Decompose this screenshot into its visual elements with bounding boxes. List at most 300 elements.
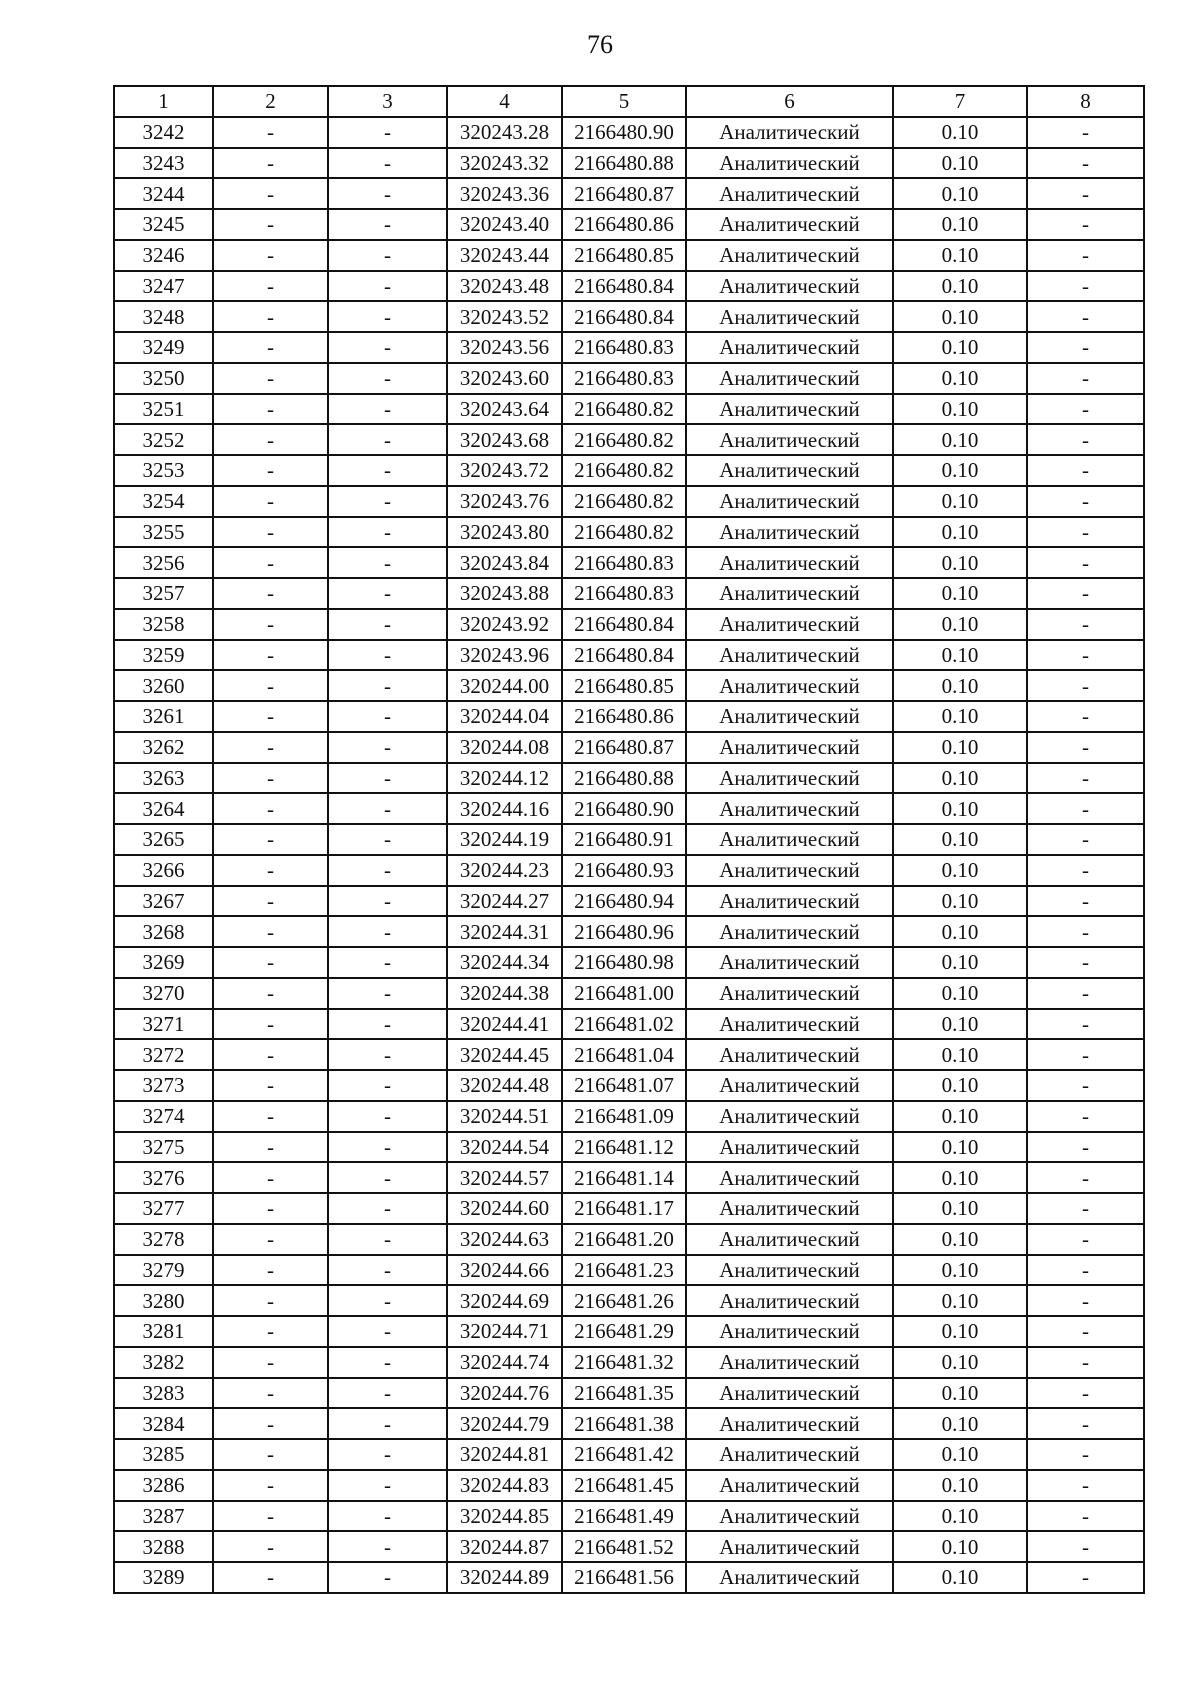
method-cell: Аналитический	[686, 363, 893, 394]
table-body	[114, 117, 1144, 1593]
accuracy-cell: 0.10	[893, 117, 1027, 148]
method-cell: Аналитический	[686, 455, 893, 486]
col8-cell: -	[1027, 1224, 1144, 1255]
page-number: 76	[587, 30, 613, 59]
col2-cell: -	[213, 1224, 328, 1255]
y-coordinate-cell: 2166480.93	[562, 855, 686, 886]
col8-cell: -	[1027, 1070, 1144, 1101]
accuracy-cell: 0.10	[893, 1224, 1027, 1255]
col3-cell: -	[328, 1009, 447, 1040]
col3-cell: -	[328, 855, 447, 886]
col8-cell: -	[1027, 1285, 1144, 1316]
y-coordinate-cell: 2166481.07	[562, 1070, 686, 1101]
point-number-cell: 3249	[114, 332, 213, 363]
y-coordinate-cell: 2166481.14	[562, 1162, 686, 1193]
col8-cell: -	[1027, 947, 1144, 978]
col8-cell: -	[1027, 1162, 1144, 1193]
col2-cell: -	[213, 1070, 328, 1101]
table-row	[114, 1562, 1144, 1593]
method-cell: Аналитический	[686, 1101, 893, 1132]
y-coordinate-cell: 2166481.17	[562, 1193, 686, 1224]
table-row	[114, 886, 1144, 917]
col8-cell: -	[1027, 886, 1144, 917]
y-coordinate-cell: 2166480.82	[562, 394, 686, 425]
x-coordinate-cell: 320244.71	[447, 1316, 562, 1347]
method-cell: Аналитический	[686, 240, 893, 271]
method-cell: Аналитический	[686, 209, 893, 240]
col2-cell: -	[213, 609, 328, 640]
col3-cell: -	[328, 1378, 447, 1409]
point-number-cell: 3273	[114, 1070, 213, 1101]
accuracy-cell: 0.10	[893, 363, 1027, 394]
x-coordinate-cell: 320244.54	[447, 1132, 562, 1163]
col2-cell: -	[213, 916, 328, 947]
accuracy-cell: 0.10	[893, 793, 1027, 824]
point-number-cell: 3247	[114, 271, 213, 302]
table-row	[114, 640, 1144, 671]
col8-cell: -	[1027, 547, 1144, 578]
col3-cell: -	[328, 332, 447, 363]
col2-cell: -	[213, 1562, 328, 1593]
y-coordinate-cell: 2166480.88	[562, 148, 686, 179]
accuracy-cell: 0.10	[893, 855, 1027, 886]
col3-cell: -	[328, 1531, 447, 1562]
col8-cell: -	[1027, 1531, 1144, 1562]
col3-cell: -	[328, 916, 447, 947]
y-coordinate-cell: 2166480.84	[562, 301, 686, 332]
col8-cell: -	[1027, 1562, 1144, 1593]
col2-cell: -	[213, 1255, 328, 1286]
point-number-cell: 3289	[114, 1562, 213, 1593]
x-coordinate-cell: 320244.89	[447, 1562, 562, 1593]
table-row	[114, 947, 1144, 978]
col3-cell: -	[328, 517, 447, 548]
x-coordinate-cell: 320244.08	[447, 732, 562, 763]
col8-cell: -	[1027, 332, 1144, 363]
col2-cell: -	[213, 517, 328, 548]
table-row	[114, 209, 1144, 240]
coordinates-table	[113, 85, 1145, 1594]
point-number-cell: 3251	[114, 394, 213, 425]
table-row	[114, 1070, 1144, 1101]
accuracy-cell: 0.10	[893, 486, 1027, 517]
col3-cell: -	[328, 1408, 447, 1439]
point-number-cell: 3287	[114, 1501, 213, 1532]
col8-cell: -	[1027, 1439, 1144, 1470]
column-header: 2	[213, 86, 328, 117]
y-coordinate-cell: 2166480.83	[562, 547, 686, 578]
y-coordinate-cell: 2166481.32	[562, 1347, 686, 1378]
accuracy-cell: 0.10	[893, 178, 1027, 209]
col8-cell: -	[1027, 209, 1144, 240]
col3-cell: -	[328, 455, 447, 486]
col2-cell: -	[213, 424, 328, 455]
col2-cell: -	[213, 1162, 328, 1193]
method-cell: Аналитический	[686, 916, 893, 947]
col2-cell: -	[213, 1439, 328, 1470]
method-cell: Аналитический	[686, 486, 893, 517]
column-header: 7	[893, 86, 1027, 117]
point-number-cell: 3280	[114, 1285, 213, 1316]
x-coordinate-cell: 320243.88	[447, 578, 562, 609]
accuracy-cell: 0.10	[893, 1285, 1027, 1316]
col3-cell: -	[328, 547, 447, 578]
accuracy-cell: 0.10	[893, 547, 1027, 578]
table-row	[114, 1378, 1144, 1409]
x-coordinate-cell: 320243.72	[447, 455, 562, 486]
method-cell: Аналитический	[686, 117, 893, 148]
col3-cell: -	[328, 271, 447, 302]
table-row	[114, 1285, 1144, 1316]
y-coordinate-cell: 2166481.09	[562, 1101, 686, 1132]
col3-cell: -	[328, 1347, 447, 1378]
accuracy-cell: 0.10	[893, 1009, 1027, 1040]
col3-cell: -	[328, 1039, 447, 1070]
col2-cell: -	[213, 301, 328, 332]
col8-cell: -	[1027, 1470, 1144, 1501]
col2-cell: -	[213, 363, 328, 394]
col2-cell: -	[213, 1470, 328, 1501]
col3-cell: -	[328, 394, 447, 425]
x-coordinate-cell: 320244.85	[447, 1501, 562, 1532]
x-coordinate-cell: 320244.76	[447, 1378, 562, 1409]
point-number-cell: 3260	[114, 670, 213, 701]
col2-cell: -	[213, 732, 328, 763]
col8-cell: -	[1027, 855, 1144, 886]
accuracy-cell: 0.10	[893, 609, 1027, 640]
col8-cell: -	[1027, 978, 1144, 1009]
method-cell: Аналитический	[686, 793, 893, 824]
accuracy-cell: 0.10	[893, 978, 1027, 1009]
accuracy-cell: 0.10	[893, 209, 1027, 240]
accuracy-cell: 0.10	[893, 701, 1027, 732]
point-number-cell: 3283	[114, 1378, 213, 1409]
y-coordinate-cell: 2166480.84	[562, 609, 686, 640]
table-row	[114, 1101, 1144, 1132]
col2-cell: -	[213, 670, 328, 701]
point-number-cell: 3248	[114, 301, 213, 332]
x-coordinate-cell: 320243.56	[447, 332, 562, 363]
method-cell: Аналитический	[686, 1132, 893, 1163]
col3-cell: -	[328, 1193, 447, 1224]
x-coordinate-cell: 320244.60	[447, 1193, 562, 1224]
col2-cell: -	[213, 1378, 328, 1409]
y-coordinate-cell: 2166480.85	[562, 240, 686, 271]
method-cell: Аналитический	[686, 148, 893, 179]
col8-cell: -	[1027, 271, 1144, 302]
col8-cell: -	[1027, 670, 1144, 701]
col8-cell: -	[1027, 394, 1144, 425]
point-number-cell: 3254	[114, 486, 213, 517]
col2-cell: -	[213, 1132, 328, 1163]
accuracy-cell: 0.10	[893, 271, 1027, 302]
x-coordinate-cell: 320244.57	[447, 1162, 562, 1193]
col8-cell: -	[1027, 1101, 1144, 1132]
col8-cell: -	[1027, 732, 1144, 763]
column-header: 5	[562, 86, 686, 117]
col3-cell: -	[328, 670, 447, 701]
table-row	[114, 394, 1144, 425]
x-coordinate-cell: 320244.48	[447, 1070, 562, 1101]
col3-cell: -	[328, 609, 447, 640]
col2-cell: -	[213, 486, 328, 517]
col8-cell: -	[1027, 178, 1144, 209]
y-coordinate-cell: 2166481.23	[562, 1255, 686, 1286]
y-coordinate-cell: 2166480.82	[562, 517, 686, 548]
x-coordinate-cell: 320244.66	[447, 1255, 562, 1286]
col3-cell: -	[328, 640, 447, 671]
accuracy-cell: 0.10	[893, 1193, 1027, 1224]
table-row	[114, 670, 1144, 701]
x-coordinate-cell: 320244.74	[447, 1347, 562, 1378]
accuracy-cell: 0.10	[893, 1162, 1027, 1193]
col8-cell: -	[1027, 701, 1144, 732]
point-number-cell: 3288	[114, 1531, 213, 1562]
point-number-cell: 3277	[114, 1193, 213, 1224]
method-cell: Аналитический	[686, 609, 893, 640]
x-coordinate-cell: 320243.48	[447, 271, 562, 302]
x-coordinate-cell: 320244.38	[447, 978, 562, 1009]
method-cell: Аналитический	[686, 855, 893, 886]
y-coordinate-cell: 2166480.90	[562, 117, 686, 148]
col8-cell: -	[1027, 486, 1144, 517]
x-coordinate-cell: 320243.52	[447, 301, 562, 332]
col2-cell: -	[213, 640, 328, 671]
accuracy-cell: 0.10	[893, 1039, 1027, 1070]
accuracy-cell: 0.10	[893, 670, 1027, 701]
accuracy-cell: 0.10	[893, 1378, 1027, 1409]
col3-cell: -	[328, 947, 447, 978]
y-coordinate-cell: 2166480.86	[562, 209, 686, 240]
method-cell: Аналитический	[686, 1039, 893, 1070]
col3-cell: -	[328, 1470, 447, 1501]
y-coordinate-cell: 2166480.87	[562, 732, 686, 763]
col2-cell: -	[213, 855, 328, 886]
table-row	[114, 793, 1144, 824]
y-coordinate-cell: 2166480.82	[562, 424, 686, 455]
col2-cell: -	[213, 547, 328, 578]
accuracy-cell: 0.10	[893, 732, 1027, 763]
method-cell: Аналитический	[686, 1501, 893, 1532]
method-cell: Аналитический	[686, 1255, 893, 1286]
table-row	[114, 178, 1144, 209]
y-coordinate-cell: 2166480.83	[562, 578, 686, 609]
x-coordinate-cell: 320244.41	[447, 1009, 562, 1040]
table-row	[114, 547, 1144, 578]
x-coordinate-cell: 320243.68	[447, 424, 562, 455]
x-coordinate-cell: 320244.87	[447, 1531, 562, 1562]
table-row	[114, 1039, 1144, 1070]
col2-cell: -	[213, 824, 328, 855]
method-cell: Аналитический	[686, 394, 893, 425]
col3-cell: -	[328, 117, 447, 148]
y-coordinate-cell: 2166480.91	[562, 824, 686, 855]
accuracy-cell: 0.10	[893, 455, 1027, 486]
column-header: 8	[1027, 86, 1144, 117]
col3-cell: -	[328, 1224, 447, 1255]
col3-cell: -	[328, 1562, 447, 1593]
table-row	[114, 455, 1144, 486]
method-cell: Аналитический	[686, 578, 893, 609]
table-row	[114, 609, 1144, 640]
col3-cell: -	[328, 240, 447, 271]
col8-cell: -	[1027, 1039, 1144, 1070]
col2-cell: -	[213, 117, 328, 148]
point-number-cell: 3243	[114, 148, 213, 179]
col2-cell: -	[213, 947, 328, 978]
point-number-cell: 3267	[114, 886, 213, 917]
accuracy-cell: 0.10	[893, 578, 1027, 609]
col3-cell: -	[328, 978, 447, 1009]
y-coordinate-cell: 2166481.00	[562, 978, 686, 1009]
col3-cell: -	[328, 1439, 447, 1470]
y-coordinate-cell: 2166481.49	[562, 1501, 686, 1532]
method-cell: Аналитический	[686, 701, 893, 732]
y-coordinate-cell: 2166480.87	[562, 178, 686, 209]
point-number-cell: 3268	[114, 916, 213, 947]
method-cell: Аналитический	[686, 1009, 893, 1040]
y-coordinate-cell: 2166481.26	[562, 1285, 686, 1316]
col3-cell: -	[328, 1162, 447, 1193]
accuracy-cell: 0.10	[893, 1347, 1027, 1378]
col2-cell: -	[213, 240, 328, 271]
y-coordinate-cell: 2166481.04	[562, 1039, 686, 1070]
table-row	[114, 332, 1144, 363]
y-coordinate-cell: 2166481.52	[562, 1531, 686, 1562]
col2-cell: -	[213, 763, 328, 794]
x-coordinate-cell: 320243.80	[447, 517, 562, 548]
accuracy-cell: 0.10	[893, 1101, 1027, 1132]
col3-cell: -	[328, 701, 447, 732]
col8-cell: -	[1027, 148, 1144, 179]
col2-cell: -	[213, 455, 328, 486]
point-number-cell: 3279	[114, 1255, 213, 1286]
x-coordinate-cell: 320244.79	[447, 1408, 562, 1439]
col2-cell: -	[213, 1285, 328, 1316]
x-coordinate-cell: 320244.45	[447, 1039, 562, 1070]
accuracy-cell: 0.10	[893, 301, 1027, 332]
method-cell: Аналитический	[686, 1408, 893, 1439]
table-row	[114, 271, 1144, 302]
x-coordinate-cell: 320244.81	[447, 1439, 562, 1470]
col3-cell: -	[328, 1132, 447, 1163]
method-cell: Аналитический	[686, 1224, 893, 1255]
col2-cell: -	[213, 332, 328, 363]
table-row	[114, 1347, 1144, 1378]
method-cell: Аналитический	[686, 301, 893, 332]
point-number-cell: 3274	[114, 1101, 213, 1132]
method-cell: Аналитический	[686, 1470, 893, 1501]
x-coordinate-cell: 320243.36	[447, 178, 562, 209]
x-coordinate-cell: 320243.64	[447, 394, 562, 425]
point-number-cell: 3282	[114, 1347, 213, 1378]
table-row	[114, 916, 1144, 947]
x-coordinate-cell: 320243.28	[447, 117, 562, 148]
accuracy-cell: 0.10	[893, 1562, 1027, 1593]
col2-cell: -	[213, 1408, 328, 1439]
method-cell: Аналитический	[686, 1531, 893, 1562]
col2-cell: -	[213, 178, 328, 209]
table-row	[114, 1193, 1144, 1224]
method-cell: Аналитический	[686, 1378, 893, 1409]
accuracy-cell: 0.10	[893, 1132, 1027, 1163]
col8-cell: -	[1027, 609, 1144, 640]
table-row	[114, 1009, 1144, 1040]
accuracy-cell: 0.10	[893, 947, 1027, 978]
point-number-cell: 3250	[114, 363, 213, 394]
x-coordinate-cell: 320243.44	[447, 240, 562, 271]
col8-cell: -	[1027, 640, 1144, 671]
accuracy-cell: 0.10	[893, 916, 1027, 947]
point-number-cell: 3278	[114, 1224, 213, 1255]
x-coordinate-cell: 320243.92	[447, 609, 562, 640]
y-coordinate-cell: 2166481.35	[562, 1378, 686, 1409]
x-coordinate-cell: 320243.76	[447, 486, 562, 517]
point-number-cell: 3258	[114, 609, 213, 640]
method-cell: Аналитический	[686, 1562, 893, 1593]
method-cell: Аналитический	[686, 1285, 893, 1316]
accuracy-cell: 0.10	[893, 148, 1027, 179]
method-cell: Аналитический	[686, 824, 893, 855]
col3-cell: -	[328, 148, 447, 179]
accuracy-cell: 0.10	[893, 1439, 1027, 1470]
x-coordinate-cell: 320244.23	[447, 855, 562, 886]
col3-cell: -	[328, 1316, 447, 1347]
x-coordinate-cell: 320244.63	[447, 1224, 562, 1255]
method-cell: Аналитический	[686, 1439, 893, 1470]
point-number-cell: 3242	[114, 117, 213, 148]
col8-cell: -	[1027, 1255, 1144, 1286]
col2-cell: -	[213, 1009, 328, 1040]
x-coordinate-cell: 320243.84	[447, 547, 562, 578]
accuracy-cell: 0.10	[893, 1470, 1027, 1501]
col2-cell: -	[213, 1501, 328, 1532]
x-coordinate-cell: 320244.00	[447, 670, 562, 701]
y-coordinate-cell: 2166480.96	[562, 916, 686, 947]
method-cell: Аналитический	[686, 1162, 893, 1193]
accuracy-cell: 0.10	[893, 763, 1027, 794]
accuracy-cell: 0.10	[893, 424, 1027, 455]
point-number-cell: 3276	[114, 1162, 213, 1193]
accuracy-cell: 0.10	[893, 332, 1027, 363]
table-row	[114, 517, 1144, 548]
point-number-cell: 3275	[114, 1132, 213, 1163]
col8-cell: -	[1027, 1347, 1144, 1378]
y-coordinate-cell: 2166481.38	[562, 1408, 686, 1439]
col2-cell: -	[213, 1101, 328, 1132]
col8-cell: -	[1027, 517, 1144, 548]
x-coordinate-cell: 320244.34	[447, 947, 562, 978]
accuracy-cell: 0.10	[893, 1070, 1027, 1101]
col3-cell: -	[328, 178, 447, 209]
y-coordinate-cell: 2166481.56	[562, 1562, 686, 1593]
x-coordinate-cell: 320243.96	[447, 640, 562, 671]
y-coordinate-cell: 2166480.83	[562, 332, 686, 363]
point-number-cell: 3246	[114, 240, 213, 271]
x-coordinate-cell: 320244.83	[447, 1470, 562, 1501]
table-row	[114, 1439, 1144, 1470]
table-row	[114, 1255, 1144, 1286]
col3-cell: -	[328, 209, 447, 240]
col3-cell: -	[328, 1285, 447, 1316]
point-number-cell: 3270	[114, 978, 213, 1009]
col8-cell: -	[1027, 424, 1144, 455]
col3-cell: -	[328, 793, 447, 824]
col3-cell: -	[328, 732, 447, 763]
col2-cell: -	[213, 793, 328, 824]
col2-cell: -	[213, 1039, 328, 1070]
method-cell: Аналитический	[686, 1193, 893, 1224]
